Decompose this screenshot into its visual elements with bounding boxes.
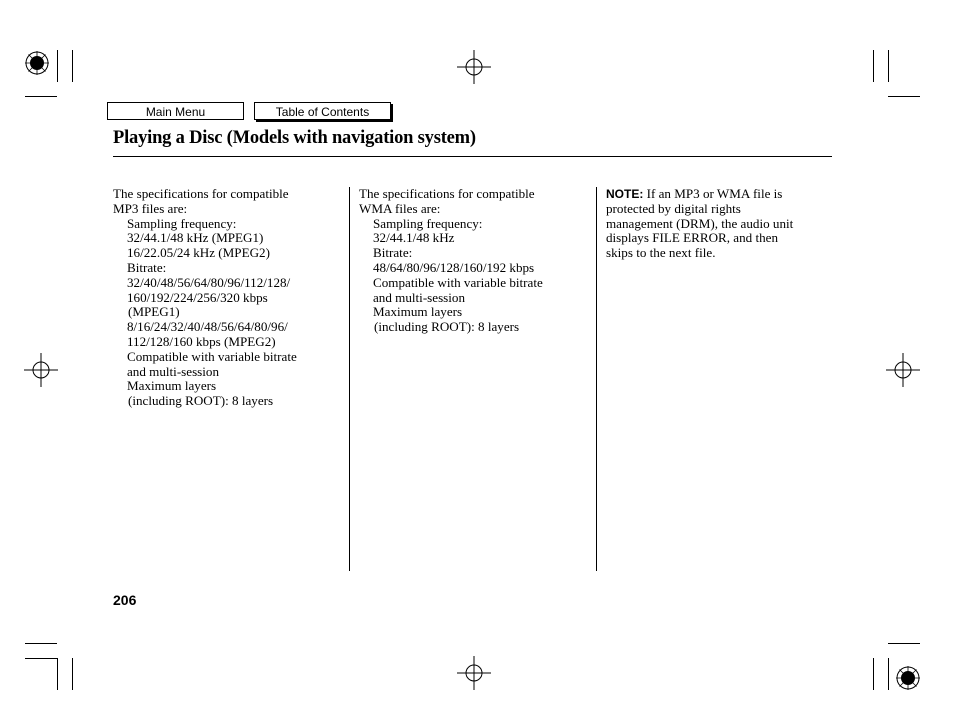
text-line: MP3 files are: bbox=[113, 200, 188, 216]
text-line: 160/192/224/256/320 kbps bbox=[127, 289, 268, 305]
text-line: protected by digital rights bbox=[606, 200, 741, 216]
text-line: Sampling frequency: bbox=[127, 215, 237, 231]
text-line: Compatible with variable bitrate bbox=[127, 348, 297, 364]
note-label: NOTE: bbox=[606, 187, 644, 201]
mp3-specs-column bbox=[113, 187, 297, 409]
crosshair-icon bbox=[457, 50, 491, 84]
crosshair-icon bbox=[886, 353, 920, 387]
text-line: Maximum layers bbox=[127, 378, 217, 394]
text-line: Maximum layers bbox=[373, 304, 463, 320]
text-line: and multi-session bbox=[127, 363, 220, 379]
text-line: 32/40/48/56/64/80/96/112/128/ bbox=[127, 274, 291, 290]
text-line: Compatible with variable bitrate bbox=[373, 274, 543, 290]
page-number: 206 bbox=[113, 592, 137, 608]
text-line: and multi-session bbox=[373, 289, 466, 305]
text-line: The specifications for compatible bbox=[359, 186, 535, 201]
text-line: (including ROOT): 8 layers bbox=[374, 319, 520, 335]
column-divider bbox=[596, 187, 597, 571]
text-line: 112/128/160 kbps (MPEG2) bbox=[127, 333, 276, 349]
crosshair-icon bbox=[457, 656, 491, 690]
registration-target-icon bbox=[895, 665, 921, 691]
text-line: Sampling frequency: bbox=[373, 215, 483, 231]
text-line: 8/16/24/32/40/48/56/64/80/96/ bbox=[127, 319, 288, 335]
registration-target-icon bbox=[24, 50, 50, 76]
text-line: skips to the next file. bbox=[606, 245, 716, 261]
page-title: Playing a Disc (Models with navigation system) bbox=[113, 128, 476, 148]
crosshair-icon bbox=[24, 353, 58, 387]
text-line: (MPEG1) bbox=[128, 304, 180, 320]
wma-specs-column bbox=[359, 187, 543, 335]
title-divider bbox=[113, 156, 832, 157]
main-menu-button[interactable]: Main Menu bbox=[107, 102, 244, 120]
text-line: 48/64/80/96/128/160/192 kbps bbox=[373, 259, 535, 275]
text-line: 32/44.1/48 kHz (MPEG1) bbox=[127, 230, 264, 246]
text-line: management (DRM), the audio unit bbox=[606, 215, 794, 231]
text-line: 32/44.1/48 kHz bbox=[373, 230, 455, 246]
text-line: The specifications for compatible bbox=[113, 186, 289, 201]
text-line: Bitrate: bbox=[127, 259, 167, 275]
note-text: If an MP3 or WMA file is bbox=[643, 186, 783, 201]
drm-note-column bbox=[606, 187, 793, 261]
text-line: (including ROOT): 8 layers bbox=[128, 393, 274, 409]
column-divider bbox=[349, 187, 350, 571]
text-line bbox=[606, 187, 793, 202]
text-line: Bitrate: bbox=[373, 245, 413, 261]
text-line: displays FILE ERROR, and then bbox=[606, 230, 779, 246]
text-line: WMA files are: bbox=[359, 200, 441, 216]
text-line: 16/22.05/24 kHz (MPEG2) bbox=[127, 245, 270, 261]
table-of-contents-button[interactable]: Table of Contents bbox=[254, 102, 391, 120]
